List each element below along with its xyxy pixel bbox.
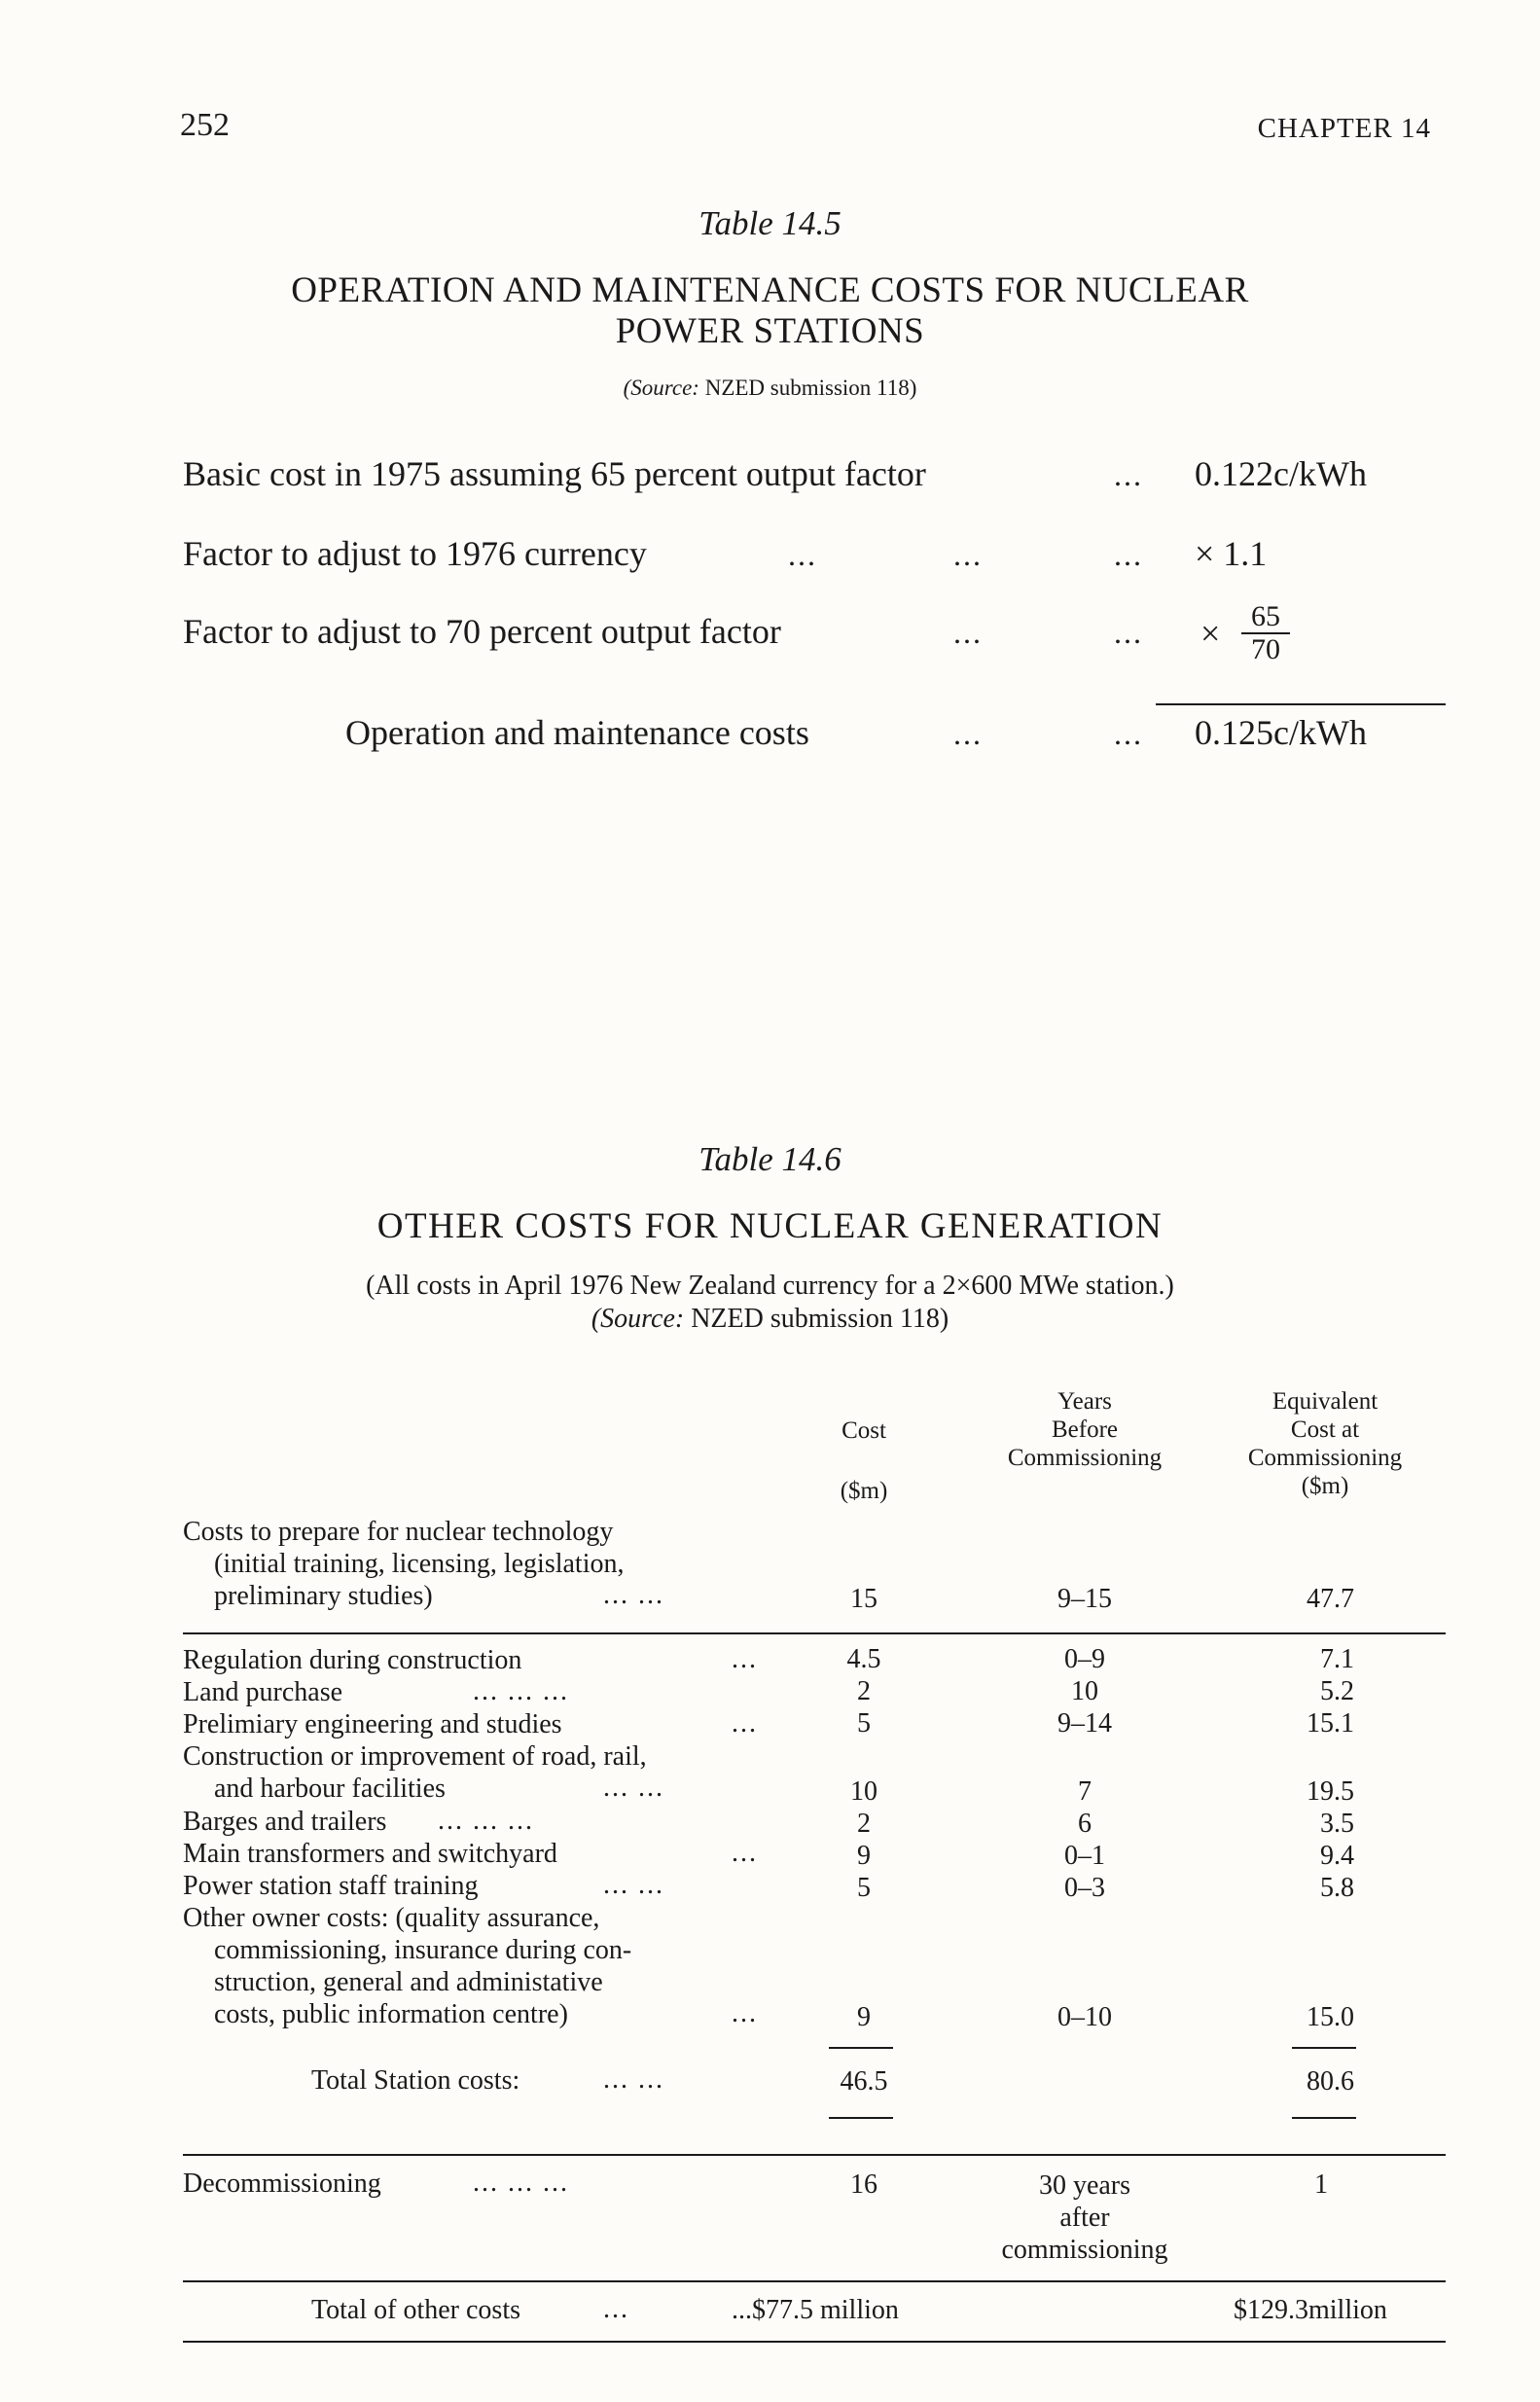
station-total-equiv: 80.6 xyxy=(1307,2066,1354,2097)
equiv-subtotal-line xyxy=(1292,2047,1356,2049)
row-transformers-label: Main transformers and switchyard xyxy=(183,1839,557,1869)
col-header-years-line1: Years xyxy=(1057,1388,1112,1415)
rule-table-end xyxy=(183,2341,1446,2343)
prep-years: 9–15 xyxy=(1057,1584,1112,1614)
table-14-6-caption: Table 14.6 xyxy=(698,1140,842,1178)
prep-cost: 15 xyxy=(850,1584,877,1614)
row-regulation-dots: ... xyxy=(732,1644,758,1674)
row-currency-label: Factor to adjust to 1976 currency xyxy=(183,534,647,573)
prep-line1: Costs to prepare for nuclear technology xyxy=(183,1517,614,1547)
row-currency-value: × 1.1 xyxy=(1195,534,1268,573)
row-staff-training-label: Power station staff training xyxy=(183,1871,479,1901)
row-regulation-years: 0–9 xyxy=(1064,1644,1105,1674)
row-output-factor-label: Factor to adjust to 70 percent output factor xyxy=(183,612,781,651)
prep-dots: ... ... xyxy=(603,1580,664,1610)
decommissioning-dots: ... ... ... xyxy=(473,2168,569,2198)
grand-total-equiv: $129.3million xyxy=(1234,2295,1387,2325)
row-basic-cost-dots: ... xyxy=(1114,457,1143,492)
row-transformers-equiv: 9.4 xyxy=(1320,1841,1354,1871)
row-om-total-value: 0.125c/kWh xyxy=(1195,713,1367,752)
decommissioning-years-line2: after xyxy=(1059,2203,1110,2233)
road-equiv: 19.5 xyxy=(1307,1776,1354,1807)
prep-line2: (initial training, licensing, legislation, xyxy=(214,1549,625,1579)
row-engineering-label: Prelimiary engineering and studies xyxy=(183,1709,562,1739)
rule-after-prep xyxy=(183,1632,1446,1634)
other-dots: ... xyxy=(732,1998,758,2028)
road-dots: ... ... xyxy=(603,1773,664,1803)
output-factor-fraction xyxy=(1241,601,1290,665)
table-14-6-source xyxy=(0,1304,1540,1335)
table-14-5-source xyxy=(0,376,1540,401)
source-label: (Source: xyxy=(591,1304,685,1334)
table-14-6-note: (All costs in April 1976 New Zealand currency for a 2×600 MWe station.) xyxy=(366,1271,1174,1301)
other-line2: commissioning, insurance during con- xyxy=(214,1935,632,1965)
row-om-total-label: Operation and maintenance costs xyxy=(345,713,809,752)
decommissioning-label: Decommissioning xyxy=(183,2169,381,2199)
row-transformers-years: 0–1 xyxy=(1064,1841,1105,1871)
cost-total-double-line xyxy=(829,2117,893,2119)
decommissioning-years xyxy=(978,2169,1192,2266)
other-equiv: 15.0 xyxy=(1307,2002,1354,2032)
row-output-factor-dots-b: ... xyxy=(1114,615,1143,650)
other-cost: 9 xyxy=(857,2002,871,2032)
row-staff-training-equiv: 5.8 xyxy=(1320,1873,1354,1903)
grand-total-label: Total of other costs xyxy=(311,2295,520,2325)
row-om-total-dots-b: ... xyxy=(1114,716,1143,751)
row-basic-cost-value: 0.122c/kWh xyxy=(1195,454,1367,493)
road-cost: 10 xyxy=(850,1776,877,1807)
row-barges-equiv: 3.5 xyxy=(1320,1809,1354,1839)
rule-before-decommissioning xyxy=(183,2154,1446,2156)
other-years: 0–10 xyxy=(1057,2002,1112,2032)
grand-total-dots: ... xyxy=(603,2294,629,2324)
station-total-label: Total Station costs: xyxy=(311,2065,520,2096)
col-header-equivalent xyxy=(1228,1387,1422,1500)
row-land-dots: ... ... ... xyxy=(473,1676,569,1706)
col-header-years-line2: Before xyxy=(1051,1416,1119,1443)
row-transformers-cost: 9 xyxy=(857,1841,871,1871)
row-regulation-cost: 4.5 xyxy=(846,1644,881,1674)
row-land-years: 10 xyxy=(1071,1676,1098,1706)
cost-subtotal-line xyxy=(829,2047,893,2049)
other-line4: costs, public information centre) xyxy=(214,1999,568,2029)
station-total-cost: 46.5 xyxy=(840,2066,888,2097)
row-engineering-cost: 5 xyxy=(857,1708,871,1739)
row-currency-dots-c: ... xyxy=(1114,537,1143,572)
row-output-factor-dots-a: ... xyxy=(953,615,983,650)
row-staff-training-dots: ... ... xyxy=(603,1870,664,1900)
row-engineering-equiv: 15.1 xyxy=(1307,1708,1354,1739)
row-barges-dots: ... ... ... xyxy=(438,1806,534,1836)
road-line1: Construction or improvement of road, rail, xyxy=(183,1741,647,1772)
row-regulation-equiv: 7.1 xyxy=(1320,1644,1354,1674)
row-transformers-dots: ... xyxy=(732,1838,758,1868)
row-regulation-label: Regulation during construction xyxy=(183,1645,522,1675)
row-engineering-dots: ... xyxy=(732,1708,758,1739)
row-currency-dots-b: ... xyxy=(953,537,983,572)
other-line1: Other owner costs: (quality assurance, xyxy=(183,1903,600,1933)
row-land-label: Land purchase xyxy=(183,1677,343,1707)
table-14-5-sum-line xyxy=(1156,703,1446,705)
col-header-equiv-line1: Equivalent xyxy=(1271,1388,1379,1415)
row-barges-label: Barges and trailers xyxy=(183,1807,387,1837)
prep-line3: preliminary studies) xyxy=(214,1581,433,1611)
chapter-heading: CHAPTER 14 xyxy=(1257,113,1431,144)
decommissioning-years-line3: commissioning xyxy=(1001,2235,1168,2265)
page-number: 252 xyxy=(180,107,230,143)
row-land-equiv: 5.2 xyxy=(1320,1676,1354,1706)
row-output-factor-times: × xyxy=(1200,614,1221,653)
other-line3: struction, general and administative xyxy=(214,1967,603,1997)
source-label: (Source: xyxy=(623,376,699,400)
grand-total-cost: ...$77.5 million xyxy=(732,2295,899,2325)
table-14-5-caption: Table 14.5 xyxy=(698,204,842,242)
fraction-denominator: 70 xyxy=(1251,633,1280,665)
row-om-total-dots-a: ... xyxy=(953,716,983,751)
row-currency-dots-a: ... xyxy=(788,537,817,572)
row-land-cost: 2 xyxy=(857,1676,871,1706)
col-header-equiv-line4: ($m) xyxy=(1301,1473,1349,1499)
col-header-years xyxy=(983,1387,1187,1472)
decommissioning-years-line1: 30 years xyxy=(1038,2170,1131,2201)
table-14-5-title-line2: POWER STATIONS xyxy=(615,311,925,351)
row-staff-training-years: 0–3 xyxy=(1064,1873,1105,1903)
col-header-cost: Cost xyxy=(842,1417,886,1444)
road-years: 7 xyxy=(1078,1776,1092,1807)
row-barges-years: 6 xyxy=(1078,1809,1092,1839)
source-text: NZED submission 118) xyxy=(691,1304,949,1334)
source-text: NZED submission 118) xyxy=(704,376,917,400)
station-total-dots: ... ... xyxy=(603,2064,664,2095)
col-header-equiv-line2: Cost at xyxy=(1290,1416,1360,1443)
decommissioning-cost: 16 xyxy=(850,2169,877,2200)
row-basic-cost-label: Basic cost in 1975 assuming 65 percent output factor xyxy=(183,454,926,493)
col-header-equiv-line3: Commissioning xyxy=(1247,1445,1403,1471)
decommissioning-equiv: 1 xyxy=(1314,2169,1328,2200)
rule-before-grand-total xyxy=(183,2280,1446,2282)
row-engineering-years: 9–14 xyxy=(1057,1708,1112,1739)
col-header-years-line3: Commissioning xyxy=(1007,1445,1163,1471)
road-line2: and harbour facilities xyxy=(214,1774,446,1804)
row-staff-training-cost: 5 xyxy=(857,1873,871,1903)
equiv-total-double-line xyxy=(1292,2117,1356,2119)
col-header-cost-unit: ($m) xyxy=(840,1478,888,1504)
prep-equiv: 47.7 xyxy=(1307,1584,1354,1614)
row-barges-cost: 2 xyxy=(857,1809,871,1839)
table-14-5-title-line1: OPERATION AND MAINTENANCE COSTS FOR NUCLEAR xyxy=(291,270,1249,310)
table-14-6-title: OTHER COSTS FOR NUCLEAR GENERATION xyxy=(376,1206,1164,1246)
fraction-numerator: 65 xyxy=(1241,601,1290,634)
